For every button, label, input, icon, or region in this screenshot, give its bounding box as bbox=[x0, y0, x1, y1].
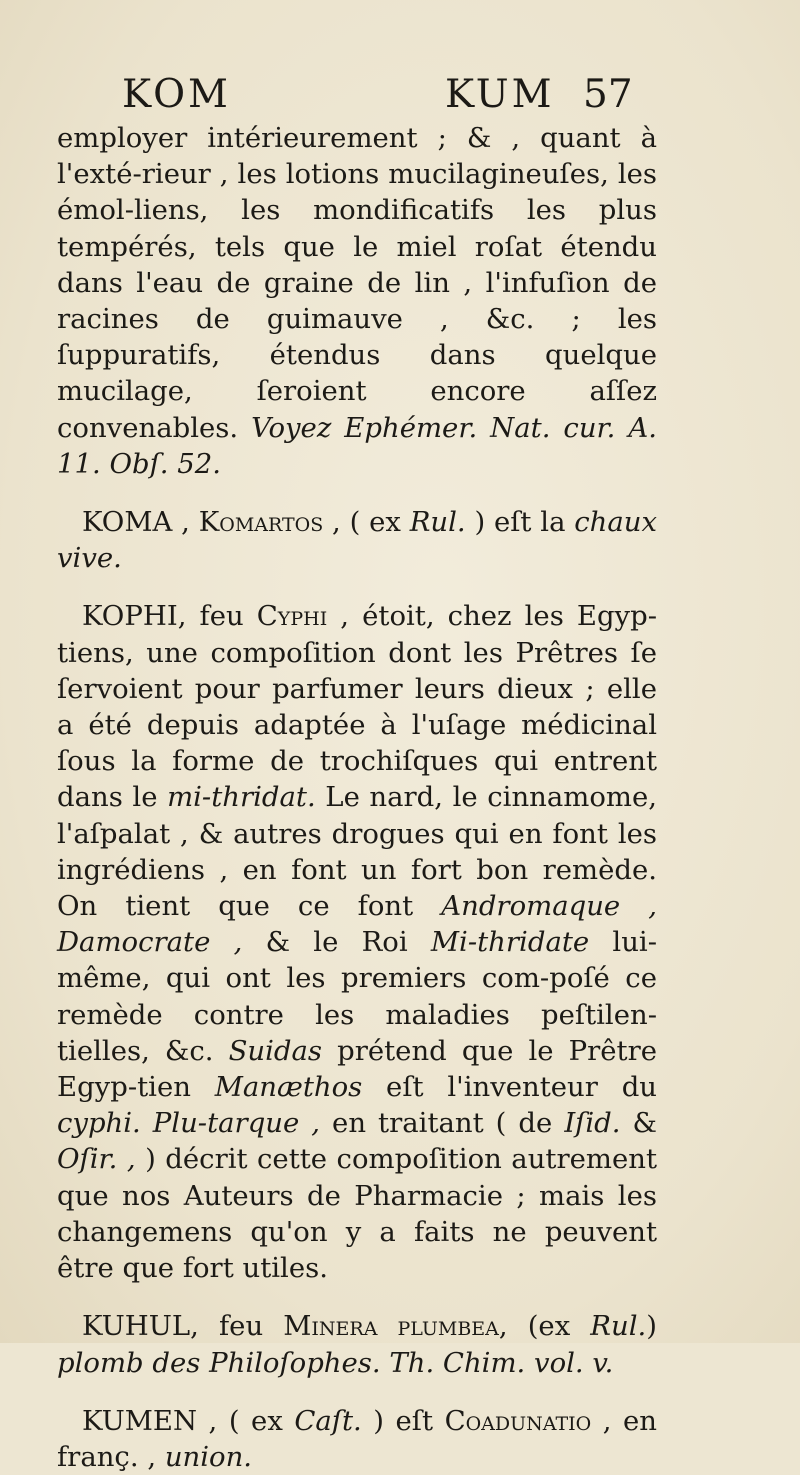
entry-text: Le nard, le cinnamome, l'aſpalat , & autres drogues qui en font les ingrédiens , en font un fort bon remède. On tient que ce font bbox=[57, 781, 657, 923]
entry-text: & le Roi bbox=[242, 926, 431, 959]
continuation-paragraph bbox=[57, 120, 657, 482]
entry-text: , (ex bbox=[498, 1310, 591, 1343]
continuation-text: employer intérieurement ; & , quant à l'exté-rieur , les lotions mucilagineuſes, les émol-liens, les mondificatifs les plus tempérés, tels que le miel roſat étendu dans l'eau de graine de lin , l'infuſion de racines de guimauve , &c. ; les ſuppuratifs, étendus dans quelque mucilage, ſeroient encore aſſez convenables. bbox=[57, 122, 657, 444]
entry-italic: cyphi. Plu-tarque , bbox=[57, 1107, 321, 1140]
entry-text: ) eſt bbox=[361, 1404, 445, 1437]
entry-italic: Iſid. bbox=[564, 1107, 621, 1140]
entry-text: , bbox=[172, 506, 199, 539]
entry-text: , ( ex bbox=[323, 506, 410, 539]
entry-koma bbox=[57, 504, 657, 576]
entry-text: , étoit, chez les Egyp-tiens, une compoſition dont les Prêtres ſe ſervoient pour parfumer leurs dieux ; elle a été depuis adaptée à l'uſage médicinal ſous la forme de trochiſques qui entrent dans le bbox=[57, 600, 657, 814]
entry-definition: union. bbox=[164, 1440, 253, 1473]
entry-kumen bbox=[57, 1403, 657, 1475]
header-right-word: KUM bbox=[445, 72, 555, 117]
entry-text: , ( ex bbox=[197, 1404, 295, 1437]
entry-text: eſt l'inventeur du bbox=[362, 1071, 658, 1104]
entry-headword: KOPHI bbox=[82, 600, 178, 633]
entry-italic: Oſir. , bbox=[57, 1143, 136, 1176]
entry-italic: Andromaque , Damocrate , bbox=[57, 890, 657, 959]
entry-text: ) bbox=[646, 1310, 657, 1343]
entry-text: & bbox=[620, 1107, 657, 1140]
entry-text: lui-même, qui ont les premiers com-poſé ce remède contre les maladies peſtilen-tielles, &c. bbox=[57, 926, 658, 1067]
entry-kuhul bbox=[57, 1308, 657, 1380]
entry-text: ) eſt la bbox=[465, 506, 575, 539]
entry-text: prétend que le Prêtre Egyp-tien bbox=[57, 1034, 657, 1104]
entry-text: , en franç. , bbox=[57, 1404, 657, 1473]
entry-italic: Manæthos bbox=[214, 1071, 363, 1104]
entry-source: Rul. bbox=[590, 1310, 647, 1343]
entry-synonym: Komartos bbox=[198, 506, 324, 539]
entry-synonym: Coadunatio bbox=[444, 1404, 592, 1437]
entry-text: en traitant ( de bbox=[320, 1107, 565, 1140]
entry-source: Rul. bbox=[409, 506, 466, 539]
entry-text: , feu bbox=[177, 600, 257, 633]
entry-synonym: Minera plumbea bbox=[283, 1310, 499, 1343]
continuation-reference: Voyez Ephémer. Nat. cur. A. 11. Obſ. 52. bbox=[57, 411, 657, 480]
entry-headword: KUMEN bbox=[82, 1404, 198, 1437]
entry-definition: chaux vive. bbox=[57, 506, 657, 575]
entry-headword: KUHUL bbox=[82, 1310, 191, 1343]
page-body bbox=[57, 120, 657, 1475]
entry-kophi bbox=[57, 598, 657, 1286]
entry-text: , feu bbox=[190, 1310, 284, 1343]
entry-italic: Mi-thridate bbox=[430, 926, 590, 959]
header-left-word: KOM bbox=[122, 72, 231, 117]
entry-definition: plomb des Philoſophes. Th. Chim. vol. v. bbox=[57, 1346, 614, 1379]
page-number: 57 bbox=[583, 72, 633, 117]
entry-source: Caſt. bbox=[294, 1404, 362, 1437]
running-header bbox=[0, 72, 800, 122]
entry-italic: mi-thridat. bbox=[167, 781, 316, 814]
entry-italic: Suidas bbox=[228, 1034, 323, 1067]
entry-synonym: Cyphi bbox=[256, 600, 328, 633]
entry-text: ) décrit cette compoſition autrement que nos Auteurs de Pharmacie ; mais les changemens qu'on y a faits ne peuvent être que fort utiles. bbox=[57, 1143, 658, 1285]
entry-headword: KOMA bbox=[82, 506, 173, 539]
